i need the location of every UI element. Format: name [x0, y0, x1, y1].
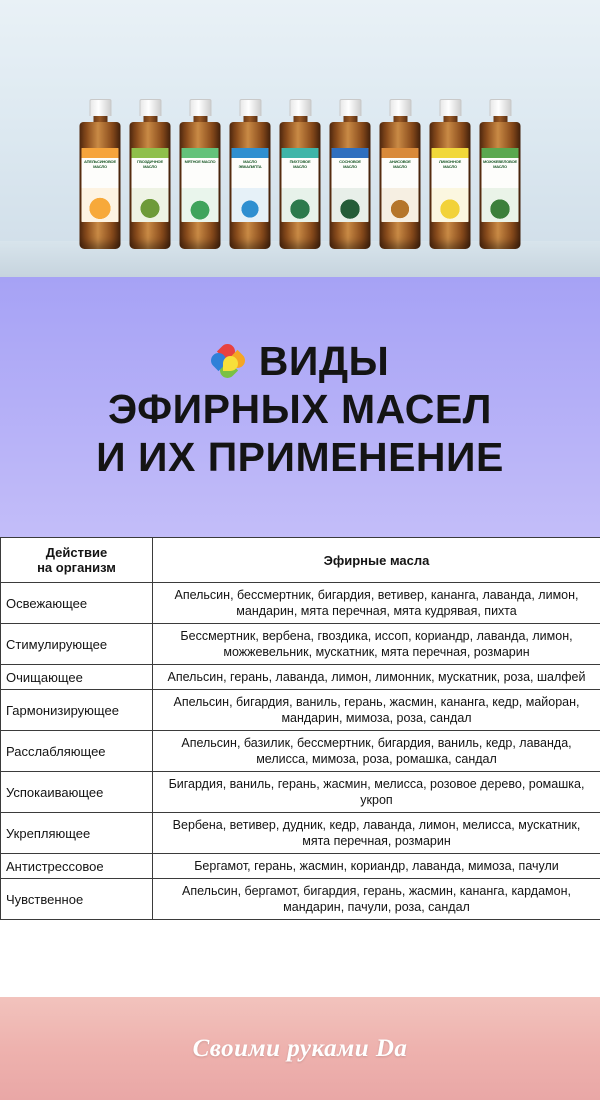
title-text-1: ВИДЫ: [258, 338, 390, 384]
bottle-label: [432, 148, 469, 222]
cell-action: Очищающее: [1, 665, 153, 690]
cell-oils: Апельсин, бессмертник, бигардия, ветивер, кананга, лаванда, лимон, мандарин, мята перечная, мята кудрявая, пихта: [153, 583, 600, 624]
bottle-label: [382, 148, 419, 222]
label-stripe: [132, 148, 169, 158]
oil-bottle: [329, 99, 372, 249]
bottle-body: [380, 122, 421, 249]
cell-action: Чувственное: [1, 879, 153, 920]
table-row: [1, 731, 600, 772]
bottle-label-text: МАСЛО ЭВКАЛИПТА: [238, 158, 262, 169]
label-stripe: [432, 148, 469, 158]
cell-oils: Апельсин, герань, лаванда, лимон, лимонник, мускатник, роза, шалфей: [153, 665, 600, 690]
bottle-cap-icon: [439, 99, 461, 116]
label-stripe: [382, 148, 419, 158]
label-stripe: [332, 148, 369, 158]
table-row: [1, 854, 600, 879]
cell-oils: Бессмертник, вербена, гвоздика, иссоп, кориандр, лаванда, лимон, можжевельник, мускатник, мята перечная, розмарин: [153, 624, 600, 665]
table-header-row: [1, 538, 600, 583]
bottle-label: [82, 148, 119, 222]
oil-bottle: [229, 99, 272, 249]
bottle-label: [182, 148, 219, 222]
bottle-label: [332, 148, 369, 222]
bottle-body: [480, 122, 521, 249]
bottle-neck: [143, 116, 157, 122]
cell-action: Антистрессовое: [1, 854, 153, 879]
cell-oils: Вербена, ветивер, дудник, кедр, лаванда, лимон, мелисса, мускатник, мята перечная, розмарин: [153, 813, 600, 854]
bottle-label: [232, 148, 269, 222]
oil-bottle: [279, 99, 322, 249]
bottle-label-text: ГВОЗДИЧНОЕ МАСЛО: [137, 158, 163, 169]
title-line-3: [96, 433, 504, 481]
cell-action: Гармонизирующее: [1, 690, 153, 731]
bottle-neck: [343, 116, 357, 122]
title-text-3: И ИХ ПРИМЕНЕНИЕ: [96, 434, 504, 480]
oils-table: [0, 537, 600, 920]
oils-table-container: [0, 537, 600, 997]
cell-oils: Бигардия, ваниль, герань, жасмин, мелисса, розовое дерево, ромашка, укроп: [153, 772, 600, 813]
bottle-body: [280, 122, 321, 249]
cell-action: Освежающее: [1, 583, 153, 624]
bottle-cap-icon: [389, 99, 411, 116]
bottle-label-text: ЛИМОННОЕ МАСЛО: [438, 158, 462, 169]
footer-banner: [0, 997, 600, 1100]
oil-bottle: [479, 99, 522, 249]
bottle-label: [282, 148, 319, 222]
oil-bottle: [129, 99, 172, 249]
label-stripe: [232, 148, 269, 158]
table-row: [1, 624, 600, 665]
bottle-label-text: СОСНОВОЕ МАСЛО: [339, 158, 361, 169]
bottle-body: [330, 122, 371, 249]
column-header-action-line1: Действие: [45, 545, 108, 560]
cell-action: Успокаивающее: [1, 772, 153, 813]
label-artwork: [232, 188, 269, 222]
bottle-cap-icon: [239, 99, 261, 116]
bottle-row: [79, 99, 522, 249]
table-row: [1, 813, 600, 854]
bottle-body: [80, 122, 121, 249]
label-artwork: [332, 188, 369, 222]
title-block: [0, 277, 600, 537]
cell-oils: Апельсин, бигардия, ваниль, герань, жасмин, кананга, кедр, майоран, мандарин, мимоза, роза, сандал: [153, 690, 600, 731]
column-header-oils: Эфирные масла: [153, 538, 600, 583]
table-row: [1, 665, 600, 690]
title-text-2: ЭФИРНЫХ МАСЕЛ: [108, 386, 492, 432]
bottle-label: [482, 148, 519, 222]
bottle-body: [230, 122, 271, 249]
table-row: [1, 583, 600, 624]
bottle-neck: [493, 116, 507, 122]
bottle-label-text: МЯТНОЕ МАСЛО: [184, 158, 216, 164]
label-artwork: [482, 188, 519, 222]
oil-bottle: [179, 99, 222, 249]
bottle-label-text: АПЕЛЬСИНОВОЕ МАСЛО: [84, 158, 116, 169]
label-artwork: [282, 188, 319, 222]
bottle-label-text: МОЖЖЕВЕЛОВОЕ МАСЛО: [483, 158, 517, 169]
label-artwork: [382, 188, 419, 222]
cell-oils: Бергамот, герань, жасмин, кориандр, лаванда, мимоза, пачули: [153, 854, 600, 879]
label-stripe: [482, 148, 519, 158]
photo-banner: [0, 0, 600, 277]
bottle-neck: [393, 116, 407, 122]
brand-watermark: Своими руками Da: [192, 1034, 408, 1062]
label-artwork: [182, 188, 219, 222]
table-row: [1, 879, 600, 920]
column-header-action: [1, 538, 153, 583]
bottle-cap-icon: [339, 99, 361, 116]
bottle-label-text: ПИХТОВОЕ МАСЛО: [289, 158, 311, 169]
title-line-2: [108, 385, 492, 433]
bottle-cap-icon: [189, 99, 211, 116]
bottle-cap-icon: [89, 99, 111, 116]
oil-bottle: [79, 99, 122, 249]
cell-oils: Апельсин, бергамот, бигардия, герань, жасмин, кананга, кардамон, мандарин, пачули, роза, сандал: [153, 879, 600, 920]
cell-oils: Апельсин, базилик, бессмертник, бигардия, ваниль, кедр, лаванда, мелисса, мимоза, роза, ромашка, сандал: [153, 731, 600, 772]
bottle-body: [430, 122, 471, 249]
bottle-label-text: АНИСОВОЕ МАСЛО: [389, 158, 411, 169]
bottle-cap-icon: [139, 99, 161, 116]
label-artwork: [432, 188, 469, 222]
cell-action: Расслабляющее: [1, 731, 153, 772]
flower-icon: [211, 344, 245, 378]
oil-bottle: [379, 99, 422, 249]
bottle-neck: [293, 116, 307, 122]
label-stripe: [282, 148, 319, 158]
cell-action: Стимулирующее: [1, 624, 153, 665]
bottle-body: [130, 122, 171, 249]
bottle-body: [180, 122, 221, 249]
cell-action: Укрепляющее: [1, 813, 153, 854]
bottle-neck: [443, 116, 457, 122]
oil-bottle: [429, 99, 472, 249]
bottle-neck: [243, 116, 257, 122]
table-row: [1, 772, 600, 813]
bottle-neck: [193, 116, 207, 122]
column-header-action-line2: на организм: [37, 560, 116, 575]
bottle-cap-icon: [289, 99, 311, 116]
table-row: [1, 690, 600, 731]
label-artwork: [82, 188, 119, 222]
bottle-cap-icon: [489, 99, 511, 116]
label-artwork: [132, 188, 169, 222]
label-stripe: [182, 148, 219, 158]
label-stripe: [82, 148, 119, 158]
bottle-neck: [93, 116, 107, 122]
title-line-1: [211, 337, 389, 385]
bottle-label: [132, 148, 169, 222]
